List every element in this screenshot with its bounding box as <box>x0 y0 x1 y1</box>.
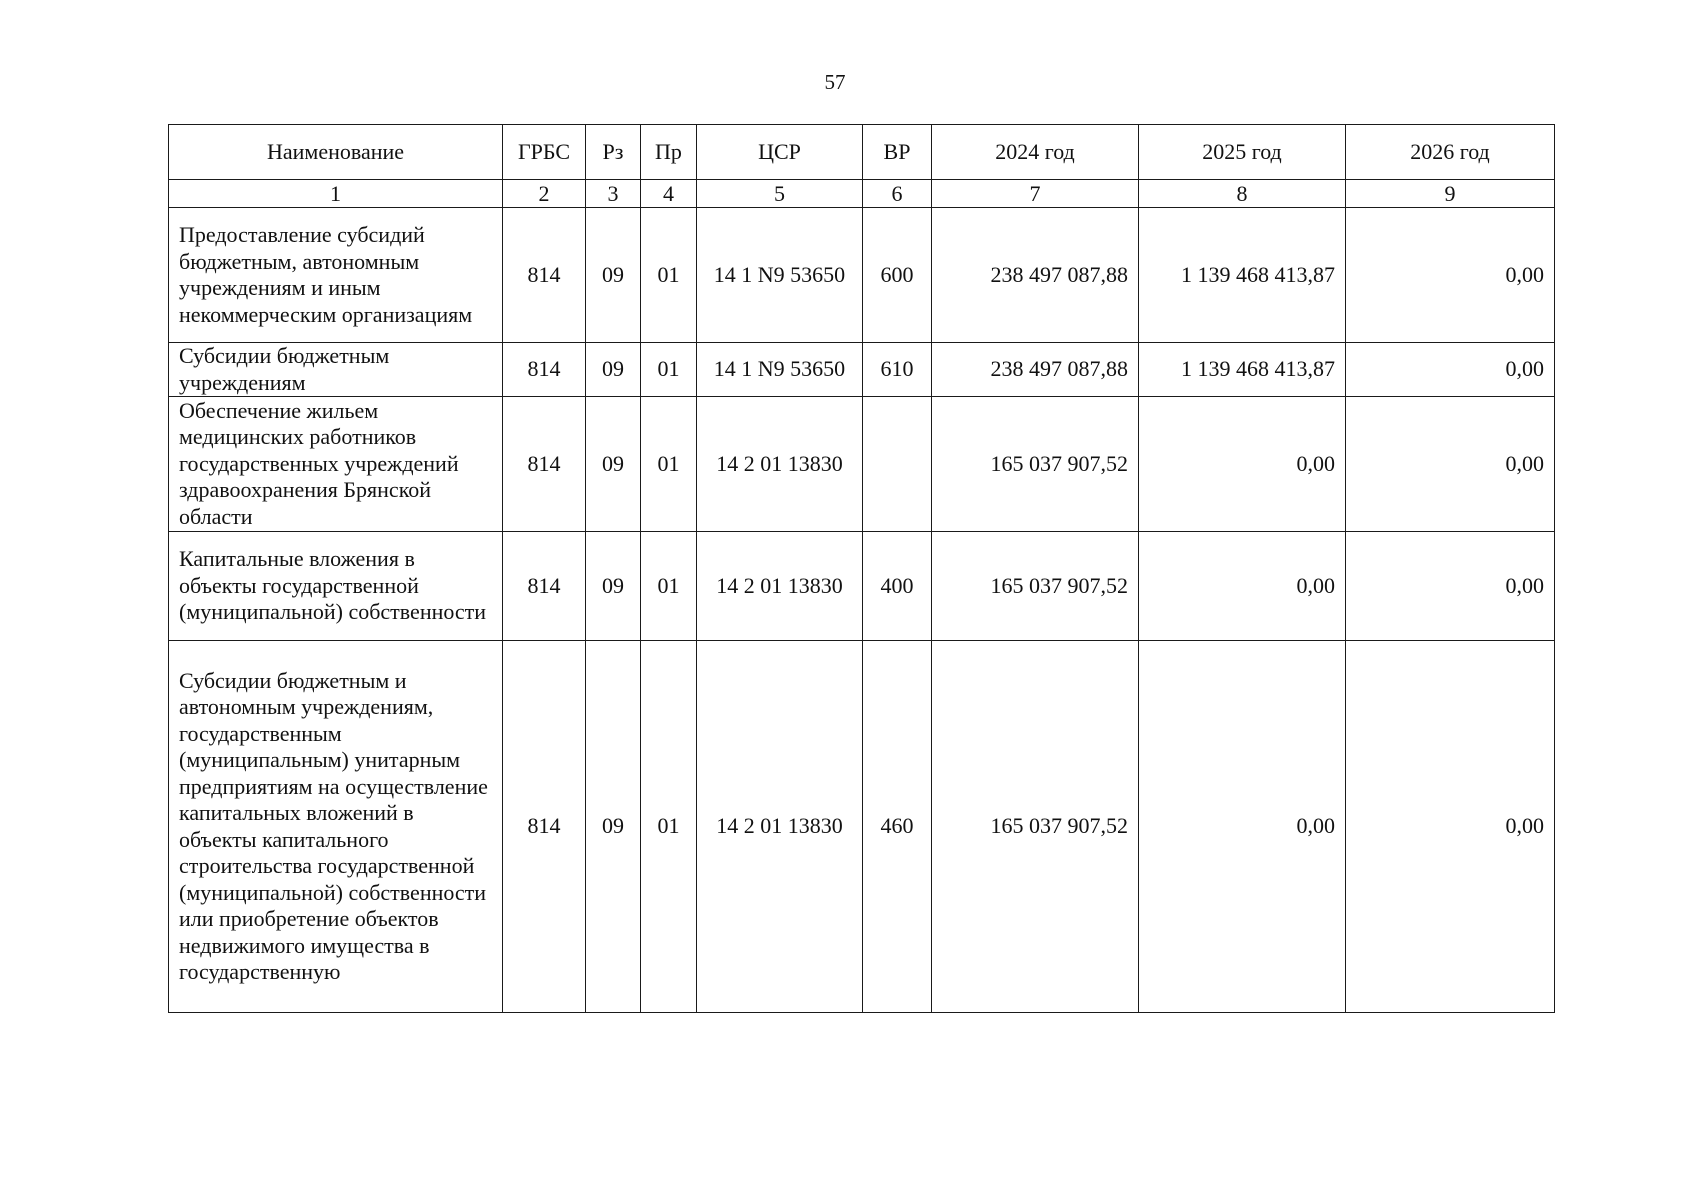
row-grbs: 814 <box>503 208 586 343</box>
row-rz: 09 <box>586 343 641 397</box>
row-vr: 460 <box>863 641 932 1013</box>
column-header-name: Наименование <box>169 125 503 180</box>
column-header-grbs: ГРБС <box>503 125 586 180</box>
row-pr: 01 <box>641 397 697 532</box>
row-grbs: 814 <box>503 641 586 1013</box>
row-amount-2024: 238 497 087,88 <box>932 208 1139 343</box>
page-number: 57 <box>824 70 846 94</box>
row-amount-2024: 165 037 907,52 <box>932 532 1139 641</box>
row-csr: 14 2 01 13830 <box>697 641 863 1013</box>
row-pr: 01 <box>641 343 697 397</box>
row-amount-2026: 0,00 <box>1346 343 1555 397</box>
row-name: Предоставление субсидий бюджетным, автономным учреждениям и иным некоммерческим организациям <box>169 208 503 343</box>
column-number: 1 <box>169 180 503 208</box>
column-number-row <box>169 180 1555 208</box>
row-rz: 09 <box>586 532 641 641</box>
column-number: 2 <box>503 180 586 208</box>
column-header-2024: 2024 год <box>932 125 1139 180</box>
row-name: Субсидии бюджетным учреждениям <box>169 343 503 397</box>
column-header-pr: Пр <box>641 125 697 180</box>
row-vr: 600 <box>863 208 932 343</box>
row-csr: 14 2 01 13830 <box>697 397 863 532</box>
column-header-vr: ВР <box>863 125 932 180</box>
row-amount-2026: 0,00 <box>1346 641 1555 1013</box>
row-csr: 14 2 01 13830 <box>697 532 863 641</box>
column-number: 3 <box>586 180 641 208</box>
row-rz: 09 <box>586 208 641 343</box>
row-grbs: 814 <box>503 532 586 641</box>
row-grbs: 814 <box>503 397 586 532</box>
row-amount-2026: 0,00 <box>1346 208 1555 343</box>
row-rz: 09 <box>586 397 641 532</box>
column-header-rz: Рз <box>586 125 641 180</box>
row-amount-2024: 238 497 087,88 <box>932 343 1139 397</box>
row-pr: 01 <box>641 208 697 343</box>
column-number: 4 <box>641 180 697 208</box>
table-row <box>169 532 1555 641</box>
row-vr: 610 <box>863 343 932 397</box>
row-amount-2026: 0,00 <box>1346 532 1555 641</box>
row-amount-2025: 0,00 <box>1139 397 1346 532</box>
row-csr: 14 1 N9 53650 <box>697 208 863 343</box>
column-number: 5 <box>697 180 863 208</box>
table-row <box>169 343 1555 397</box>
row-csr: 14 1 N9 53650 <box>697 343 863 397</box>
budget-table <box>168 124 1555 1013</box>
header-row <box>169 125 1555 180</box>
table-row <box>169 208 1555 343</box>
column-number: 6 <box>863 180 932 208</box>
column-number: 7 <box>932 180 1139 208</box>
row-vr <box>863 397 932 532</box>
column-number: 9 <box>1346 180 1555 208</box>
row-pr: 01 <box>641 532 697 641</box>
row-pr: 01 <box>641 641 697 1013</box>
row-amount-2025: 0,00 <box>1139 532 1346 641</box>
column-header-csr: ЦСР <box>697 125 863 180</box>
row-amount-2024: 165 037 907,52 <box>932 397 1139 532</box>
row-name: Субсидии бюджетным и автономным учреждениям, государственным (муниципальным) унитарным предприятиям на осуществление капитальных вложений в объекты капитального строительства государственной (муниципальной) собственности или приобретение объектов недвижимого имущества в государственную <box>169 641 503 1013</box>
column-number: 8 <box>1139 180 1346 208</box>
row-amount-2026: 0,00 <box>1346 397 1555 532</box>
row-amount-2025: 1 139 468 413,87 <box>1139 343 1346 397</box>
row-amount-2024: 165 037 907,52 <box>932 641 1139 1013</box>
row-grbs: 814 <box>503 343 586 397</box>
row-rz: 09 <box>586 641 641 1013</box>
row-amount-2025: 1 139 468 413,87 <box>1139 208 1346 343</box>
column-header-2026: 2026 год <box>1346 125 1555 180</box>
row-amount-2025: 0,00 <box>1139 641 1346 1013</box>
column-header-2025: 2025 год <box>1139 125 1346 180</box>
row-name: Обеспечение жильем медицинских работников государственных учреждений здравоохранения Брянской области <box>169 397 503 532</box>
row-vr: 400 <box>863 532 932 641</box>
table-row <box>169 641 1555 1013</box>
table-row <box>169 397 1555 532</box>
row-name: Капитальные вложения в объекты государственной (муниципальной) собственности <box>169 532 503 641</box>
